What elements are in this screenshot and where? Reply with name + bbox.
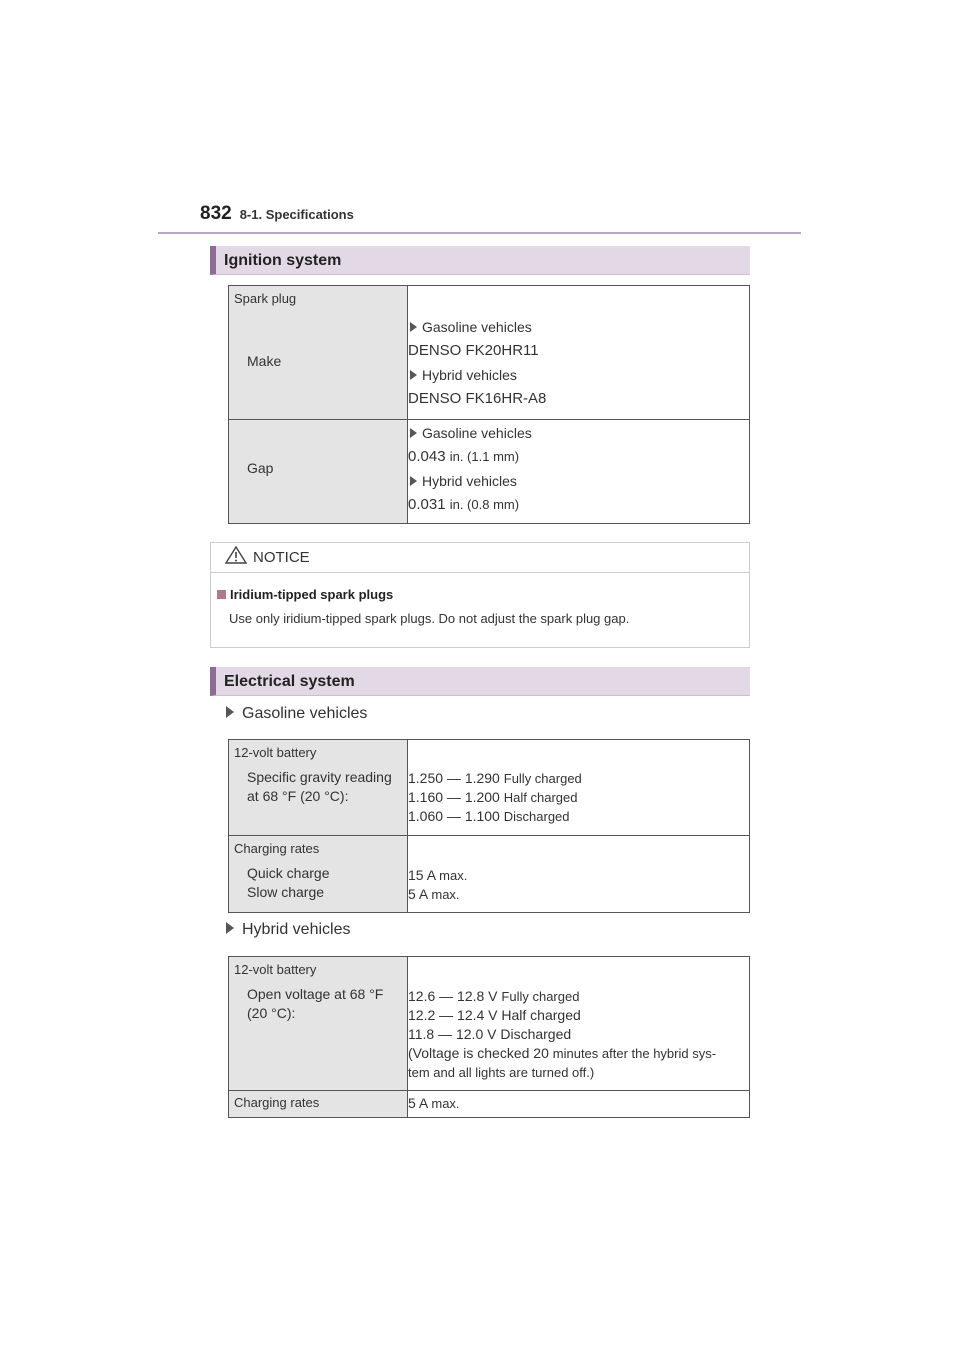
- table-row: [229, 286, 750, 420]
- hybrid-electrical-table: [228, 956, 750, 1118]
- triangle-bullet-icon: [410, 322, 417, 332]
- gasoline-charging-label-cell: [229, 836, 408, 913]
- electrical-section-title: Electrical system: [224, 673, 355, 690]
- voltage-note-line-2: tem and all lights are turned off.): [408, 1065, 595, 1080]
- ignition-spec-table: [228, 285, 750, 524]
- gap-gasoline-heading: Gasoline vehicles: [408, 421, 749, 445]
- notice-title: NOTICE: [253, 549, 310, 566]
- make-gasoline-heading: Gasoline vehicles: [408, 315, 749, 339]
- triangle-bullet-icon: [410, 476, 417, 486]
- gravity-label-line-1: Specific gravity reading: [247, 769, 392, 785]
- table-row: [229, 740, 750, 836]
- ignition-section-header: [210, 246, 750, 275]
- gap-hybrid-heading: Hybrid vehicles: [408, 469, 749, 493]
- gap-gasoline-value: 0.043 in. (1.1 mm): [408, 448, 520, 465]
- table-row: [229, 836, 750, 913]
- triangle-bullet-icon: [226, 922, 234, 934]
- gravity-value-3: 1.060 — 1.100 Discharged: [408, 808, 570, 824]
- make-hybrid-value: DENSO FK16HR-A8: [408, 390, 547, 407]
- triangle-bullet-icon: [410, 370, 417, 380]
- hybrid-battery-value-cell: [408, 957, 750, 1091]
- gap-label-cell: [229, 420, 408, 524]
- charging-rates-label: Charging rates: [234, 1095, 320, 1110]
- spark-plug-label-cell: [229, 286, 408, 420]
- voltage-label-line-1: Open voltage at 68 °F: [247, 986, 384, 1002]
- voltage-note-line-1: (Voltage is checked 20 minutes after the hybrid sys-: [408, 1045, 717, 1061]
- gasoline-battery-label-cell: [229, 740, 408, 836]
- voltage-value-3: 11.8 — 12.0 V Discharged: [408, 1026, 572, 1042]
- electrical-section-header: [210, 667, 750, 696]
- make-label: Make: [247, 353, 282, 369]
- make-hybrid-heading: Hybrid vehicles: [408, 363, 749, 387]
- table-row: [229, 420, 750, 524]
- notice-header: [211, 543, 749, 573]
- make-gasoline-value: DENSO FK20HR11: [408, 342, 539, 359]
- gravity-label-line-2: at 68 °F (20 °C):: [247, 788, 349, 804]
- quick-charge-value: 15 A max.: [408, 867, 468, 883]
- warning-triangle-icon: [225, 546, 247, 564]
- ignition-section-title: Ignition system: [224, 252, 342, 269]
- triangle-bullet-icon: [226, 706, 234, 718]
- slow-charge-label: Slow charge: [247, 884, 325, 900]
- gravity-value-2: 1.160 — 1.200 Half charged: [408, 789, 578, 805]
- make-value-cell: [408, 286, 750, 420]
- spark-plug-label: Spark plug: [234, 291, 297, 306]
- battery-label: 12-volt battery: [234, 962, 317, 977]
- slow-charge-value: 5 A max.: [408, 886, 460, 902]
- triangle-bullet-icon: [410, 428, 417, 438]
- header-divider: [158, 232, 801, 234]
- gasoline-charging-value-cell: [408, 836, 750, 913]
- notice-subhead: Iridium-tipped spark plugs: [217, 587, 749, 602]
- gasoline-battery-value-cell: [408, 740, 750, 836]
- hybrid-vehicles-heading: Hybrid vehicles: [224, 921, 350, 939]
- page-header: [200, 203, 354, 225]
- gasoline-vehicles-heading: Gasoline vehicles: [224, 705, 367, 723]
- charging-rates-label: Charging rates: [234, 841, 320, 856]
- gap-hybrid-value: 0.031 in. (0.8 mm): [408, 496, 520, 513]
- gap-label: Gap: [247, 460, 274, 476]
- hybrid-charging-value: 5 A max.: [408, 1095, 460, 1111]
- voltage-value-1: 12.6 — 12.8 V Fully charged: [408, 988, 580, 1004]
- notice-body: Use only iridium-tipped spark plugs. Do not adjust the spark plug gap.: [229, 611, 630, 626]
- gap-value-cell: [408, 420, 750, 524]
- page-section-title: 8-1. Specifications: [239, 207, 354, 222]
- battery-label: 12-volt battery: [234, 745, 317, 760]
- square-bullet-icon: [217, 590, 226, 599]
- notice-box: [210, 542, 750, 648]
- hybrid-battery-label-cell: [229, 957, 408, 1091]
- table-row: [229, 1091, 750, 1118]
- voltage-label-line-2: (20 °C):: [247, 1005, 296, 1021]
- voltage-value-2: 12.2 — 12.4 V Half charged: [408, 1007, 581, 1023]
- quick-charge-label: Quick charge: [247, 865, 330, 881]
- page-number: 832: [200, 203, 232, 224]
- hybrid-charging-label-cell: [229, 1091, 408, 1118]
- gravity-value-1: 1.250 — 1.290 Fully charged: [408, 770, 582, 786]
- hybrid-charging-value-cell: [408, 1091, 750, 1118]
- table-row: [229, 957, 750, 1091]
- gasoline-electrical-table: [228, 739, 750, 913]
